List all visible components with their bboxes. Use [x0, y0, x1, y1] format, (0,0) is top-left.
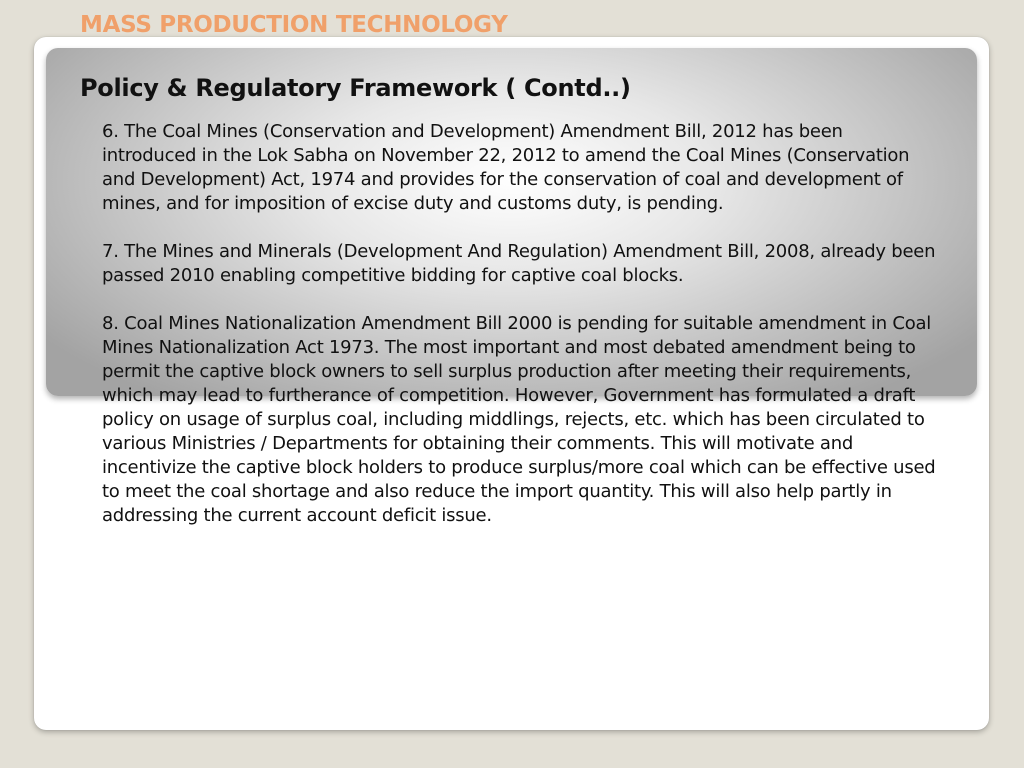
paragraph-item-6: 6. The Coal Mines (Conservation and Development) Amendment Bill, 2012 has been introduced in the Lok Sabha on November 22, 2012 to amend the Coal Mines (Conservation and Development) Act, 1974 and provides for the conservation of coal and development of mines, and for imposition of excise duty and customs duty, is pending. — [102, 121, 910, 214]
slide-body — [102, 120, 942, 552]
presentation-title: MASS PRODUCTION TECHNOLOGY — [80, 12, 508, 38]
paragraph-item-8: 8. Coal Mines Nationalization Amendment Bill 2000 is pending for suitable amendment in Coal Mines Nationalization Act 1973. The most important and most debated amendment being to permit the captive block owners to sell surplus production after meeting their requirements, which may lead to furtherance of competition. However, Government has formulated a draft policy on usage of surplus coal, including middlings, rejects, etc. which has been circulated to various Ministries / Departments for obtaining their comments. This will motivate and incentivize the captive block holders to produce surplus/more coal which can be effective used to meet the coal shortage and also reduce the import quantity. This will also help partly in addressing the current account deficit issue. — [102, 313, 936, 526]
paragraph-item-7: 7. The Mines and Minerals (Development And Regulation) Amendment Bill, 2008, already been passed 2010 enabling competitive bidding for captive coal blocks. — [102, 241, 936, 286]
slide-title: Policy & Regulatory Framework ( Contd..) — [80, 74, 631, 102]
